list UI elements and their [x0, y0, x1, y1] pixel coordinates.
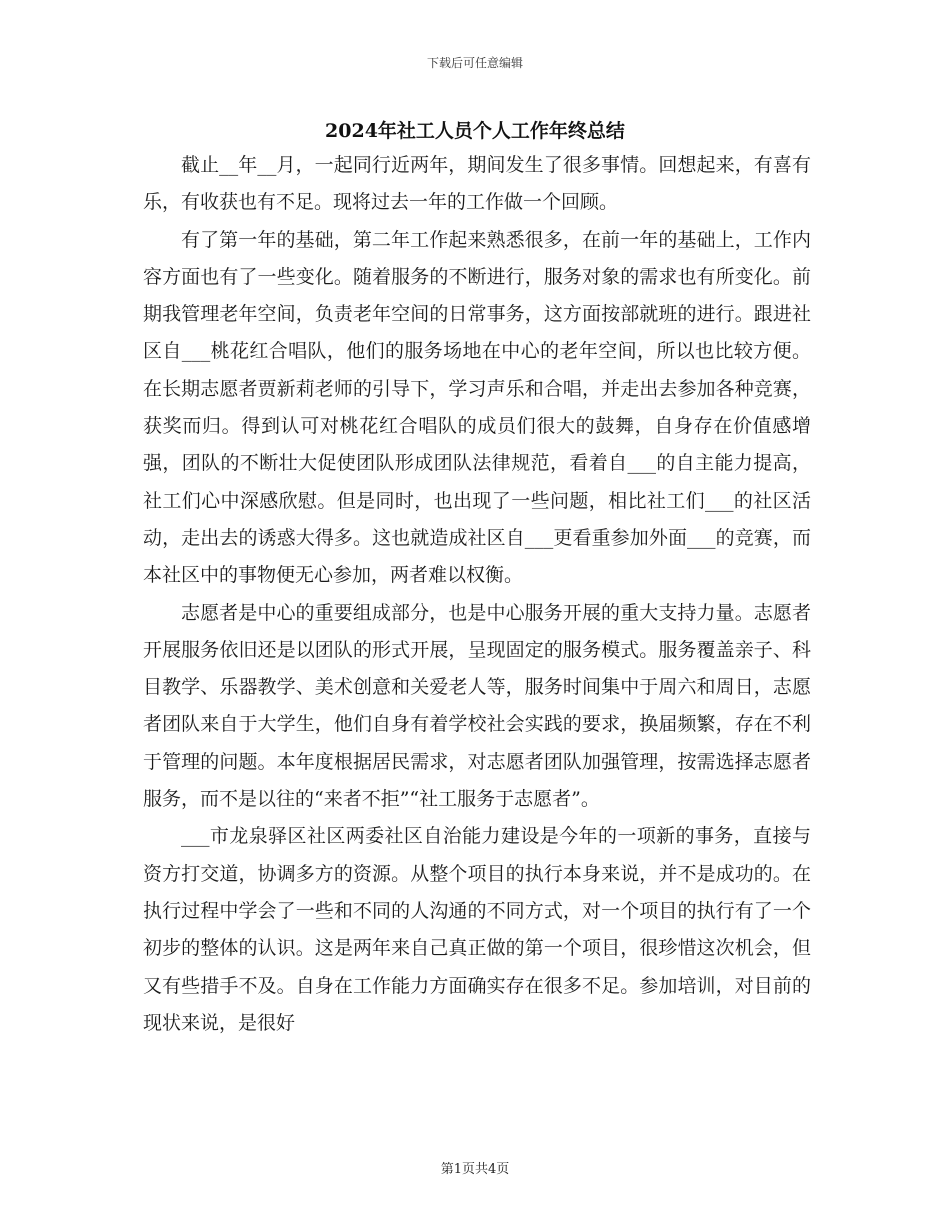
paragraph: 截止__年__月，一起同行近两年，期间发生了很多事情。回想起来，有喜有乐，有收获也有不足。现将过去一年的工作做一个回顾。	[143, 154, 811, 214]
paragraph: 志愿者是中心的重要组成部分，也是中心服务开展的重大支持力量。志愿者开展服务依旧还是以团队的形式开展，呈现固定的服务模式。服务覆盖亲子、科目教学、乐器教学、美术创意和关爱老人等，服务时间集中于周六和周日，志愿者团队来自于大学生，他们自身有着学校社会实践的要求，换届频繁，存在不利于管理的问题。本年度根据居民需求，对志愿者团队加强管理，按需选择志愿者服务，而不是以往的“来者不拒”“社工服务于志愿者”。	[143, 601, 811, 811]
document-title: 2024年社工人员个人工作年终总结	[325, 120, 625, 142]
paragraph: 有了第一年的基础，第二年工作起来熟悉很多，在前一年的基础上，工作内容方面也有了一些变化。随着服务的不断进行，服务对象的需求也有所变化。前期我管理老年空间，负责老年空间的日常事务，这方面按部就班的进行。跟进社区自___桃花红合唱队，他们的服务场地在中心的老年空间，所以也比较方便。在长期志愿者贾新莉老师的引导下，学习声乐和合唱，并走出去参加各种竞赛，获奖而归。得到认可对桃花红合唱队的成员们很大的鼓舞，自身存在价值感增强，团队的不断壮大促使团队形成团队法律规范，看着自___的自主能力提高，社工们心中深感欣慰。但是同时，也出现了一些问题，相比社工们___的社区活动，走出去的诱惑大得多。这也就造成社区自___更看重参加外面___的竞赛，而本社区中的事物便无心参加，两者难以权衡。	[143, 228, 811, 587]
page-header-note: 下载后可任意编辑	[426, 56, 523, 70]
paragraph: ___市龙泉驿区社区两委社区自治能力建设是今年的一项新的事务，直接与资方打交道，协调多方的资源。从整个项目的执行本身来说，并不是成功的。在执行过程中学会了一些和不同的人沟通的不同方式，对一个项目的执行有了一个初步的整体的认识。这是两年来自己真正做的第一个项目，很珍惜这次机会，但又有些措手不及。自身在工作能力方面确实存在很多不足。参加培训，对目前的现状来说，是很好	[143, 825, 811, 1034]
page-number: 第1页共4页	[440, 1162, 510, 1177]
document-body	[143, 147, 811, 1042]
